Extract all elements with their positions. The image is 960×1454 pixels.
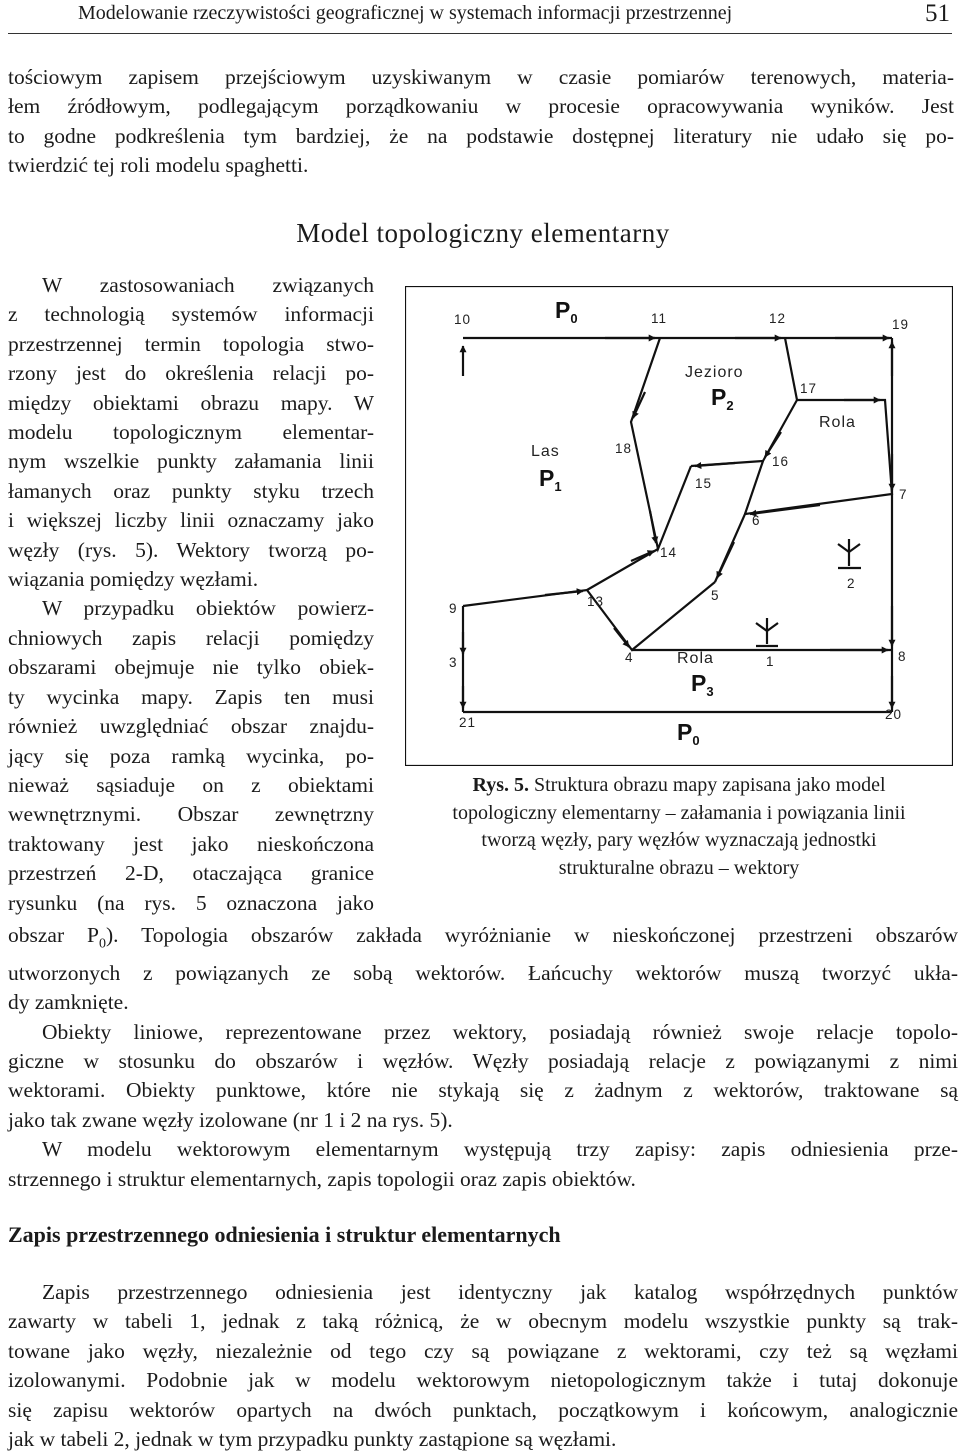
text-line: strzennego i struktur elementarnych, zapis topologii oraz zapis obiektów. xyxy=(8,1166,636,1191)
node-label-18: 18 xyxy=(615,441,633,456)
node-label-6: 6 xyxy=(752,513,761,528)
text-line: obszarami obejmuje nie tylko obiek- xyxy=(8,655,374,680)
section-title: Model topologiczny elementarny xyxy=(296,218,670,248)
text-line: towane jako węzły, niezależnie od tego czy są powiązane z wektorami, czy też są węzłami xyxy=(8,1338,958,1363)
text-line: i większej liczby linii oznaczamy jako xyxy=(8,508,374,533)
caption-line: Struktura obrazu mapy zapisana jako model xyxy=(528,774,886,796)
area-labels xyxy=(531,297,856,748)
text-line: nym wszelkie punkty załamania linii xyxy=(8,449,374,474)
node-label-3: 3 xyxy=(449,655,458,670)
node-label-12: 12 xyxy=(769,311,787,326)
caption-line: tworzą węzły, pary węzłów wyznaczają jednostki xyxy=(481,829,877,851)
text-line: dy zamknięte. xyxy=(8,990,129,1015)
page-number: 51 xyxy=(925,0,950,27)
column-text xyxy=(8,271,374,918)
area-name-rola-bottom: Rola xyxy=(677,650,714,667)
node-label-13: 13 xyxy=(587,594,605,609)
text-line: wiązania pomiędzy węzłami. xyxy=(8,567,259,592)
text-line: węzły (rys. 5). Wektory tworzą po- xyxy=(8,537,374,562)
text-line: ty wycinka mapy. Zapis ten musi xyxy=(8,684,374,709)
node-label-21: 21 xyxy=(459,715,477,730)
figure-5 xyxy=(405,286,953,766)
text-line: z technologią systemów informacji xyxy=(8,302,374,327)
header-rule xyxy=(8,33,952,34)
node-label-16: 16 xyxy=(772,454,790,469)
text-line: jak w tabeli 2, jednak w tym przypadku punkty zastąpione są węzłami. xyxy=(8,1427,617,1452)
caption-number: Rys. 5. xyxy=(472,774,529,796)
node-label-10: 10 xyxy=(454,312,472,327)
text-line: modelu topologicznym elementar- xyxy=(8,420,374,445)
vector-lines xyxy=(405,286,953,766)
text-line: łamanych oraz punkty styku trzech xyxy=(8,478,374,503)
text-line: izolowanymi. Podobnie jak w modelu wektorowym nietopologicznym także i tutaj dokonuje xyxy=(8,1368,958,1393)
area-label-p1: $P_1$ xyxy=(539,465,562,494)
body-text xyxy=(8,921,958,1194)
node-label-15: 15 xyxy=(695,476,713,491)
text-line: przestrzeń 2-D, otaczająca granice xyxy=(8,861,374,886)
text-line: między obiektami obrazu mapy. W xyxy=(8,390,374,415)
node-label-4: 4 xyxy=(625,650,634,665)
text-line: W przypadku obiektów powierz- xyxy=(42,596,374,621)
text-line: tościowym zapisem przejściowym uzyskiwanym w czasie pomiarów terenowych, materia- xyxy=(8,65,954,89)
isolated-nodes xyxy=(756,539,861,646)
caption-line: topologiczny elementarny – załamania i powiązania linii xyxy=(452,801,906,824)
text-line: to godne podkreślenia tym bardziej, że na podstawie dostępnej literatury nie udało się po- xyxy=(8,123,954,148)
area-name-las: Las xyxy=(531,443,560,460)
node-label-1: 1 xyxy=(766,654,775,669)
area-label-p0-bottom: $P_0$ xyxy=(677,719,700,748)
text-line: W modelu wektorowym elementarnym występują trzy zapisy: zapis odniesienia prze- xyxy=(42,1137,958,1162)
text-line: wewnętrznymi. Obszar zewnętrzny xyxy=(8,802,374,827)
area-label-p2: $P_2$ xyxy=(711,384,734,413)
text-line: W zastosowaniach związanych xyxy=(42,273,374,297)
intro-paragraph xyxy=(8,63,954,181)
node-label-19: 19 xyxy=(892,317,910,332)
node-label-14: 14 xyxy=(660,545,678,560)
node-label-2: 2 xyxy=(847,576,856,591)
node-label-7: 7 xyxy=(899,487,908,502)
node-labels xyxy=(449,311,909,730)
text-line: traktowany jest jako nieskończona xyxy=(8,831,374,856)
node-label-8: 8 xyxy=(898,649,907,664)
text-line: rysunku (na rys. 5 oznaczona jako xyxy=(8,890,374,915)
text-line: Obiekty liniowe, reprezentowane przez wektory, posiadają również swoje relacje topolo- xyxy=(42,1019,958,1044)
node-label-17: 17 xyxy=(800,381,818,396)
section-paragraph xyxy=(8,1278,958,1454)
text-line: zawarty w tabeli 1, jednak z taką różnicą, że w obecnym modelu wszystkie punkty są trak- xyxy=(8,1309,958,1334)
node-label-11: 11 xyxy=(651,311,668,326)
node-label-5: 5 xyxy=(711,588,720,603)
text-line: również uwzględniać obszar znajdu- xyxy=(8,714,374,739)
section-heading: Zapis przestrzennego odniesienia i struktur elementarnych xyxy=(8,1222,561,1247)
area-label-p0-top: $P_0$ xyxy=(555,297,578,326)
text-line: utworzonych z powiązanych ze sobą wektorów. Łańcuchy wektorów muszą tworzyć ukła- xyxy=(8,960,958,985)
topology-diagram xyxy=(405,286,953,766)
text-line: jący się poza ramką wycinka, po- xyxy=(8,743,374,768)
caption-line: strukturalne obrazu – wektory xyxy=(558,856,800,879)
text-line: przestrzennej termin topologia stwo- xyxy=(8,331,374,356)
figure-caption xyxy=(404,772,954,882)
text-line: jako tak zwane węzły izolowane (nr 1 i 2 na rys. 5). xyxy=(8,1107,453,1132)
text-line: chniowych zapis relacji pomiędzy xyxy=(8,625,374,650)
text-line: rzony jest do określenia relacji po- xyxy=(8,361,374,386)
running-header: Modelowanie rzeczywistości geograficznej w systemach informacji przestrzennej xyxy=(78,2,733,24)
node-label-9: 9 xyxy=(449,601,458,616)
area-name-rola-right: Rola xyxy=(819,414,856,431)
text-line: giczne w stosunku do obszarów i węzłów. Węzły posiadają relacje z powiązanymi z nimi xyxy=(8,1048,958,1073)
area-label-p3: $P_3$ xyxy=(691,670,714,699)
area-name-jezioro: Jezioro xyxy=(685,364,744,381)
text-line: nieważ sąsiaduje on z obiektami xyxy=(8,772,374,797)
text-line: wektorami. Obiekty punktowe, które nie stykają się z żadnym z wektorów, traktowane są xyxy=(8,1078,958,1103)
text-line: twierdzić tej roli modelu spaghetti. xyxy=(8,153,309,178)
text-line: obszar $P_0$). Topologia obszarów zakłada wyróżnianie w nieskończonej przestrzeni obszarów xyxy=(8,923,959,952)
text-line: łem źródłowym, podlegającym porządkowaniu w procesie opracowywania wyników. Jest xyxy=(8,94,954,119)
node-label-20: 20 xyxy=(885,707,903,722)
text-line: się zapisu wektorów opartych na dwóch punktach, początkowym i końcowym, analogicznie xyxy=(8,1397,958,1422)
text-line: Zapis przestrzennego odniesienia jest identyczny jak katalog współrzędnych punktów xyxy=(42,1280,958,1304)
